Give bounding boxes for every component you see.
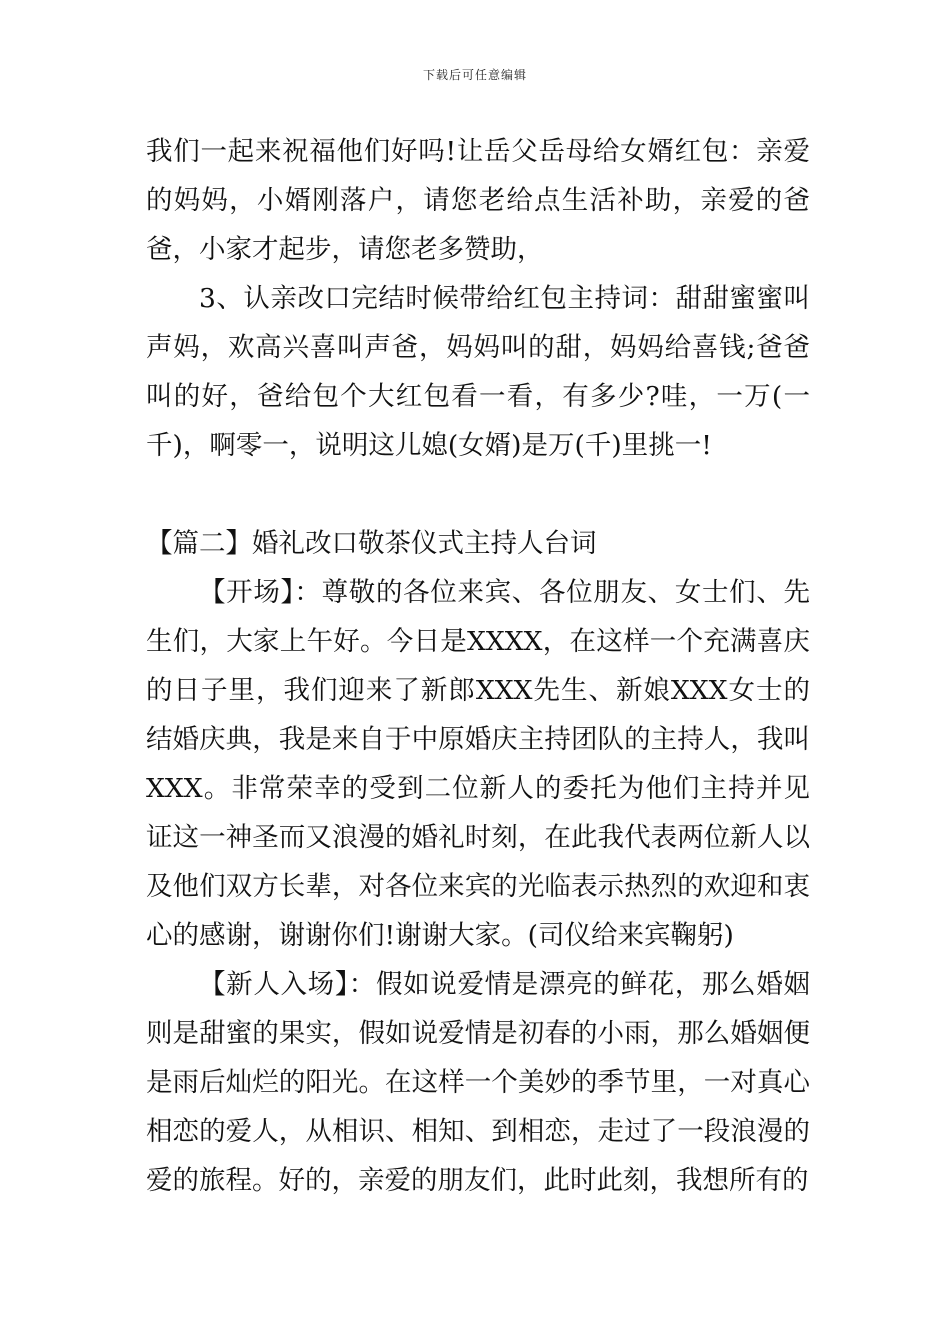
paragraph-recognition-ceremony: 3、认亲改口完结时候带给红包主持词：甜甜蜜蜜叫声妈，欢高兴喜叫声爸，妈妈叫的甜，妈妈给喜钱;爸爸叫的好，爸给包个大红包看一看，有多少?哇，一万(一千)，啊零一，说明这儿媳(女婿)是万(千)里挑一! bbox=[146, 283, 810, 461]
paragraph-couple-entrance: 【新人入场】：假如说爱情是漂亮的鲜花，那么婚姻则是甜蜜的果实，假如说爱情是初春的小雨，那么婚姻便是雨后灿烂的阳光。在这样一个美妙的季节里，一对真心相恋的爱人，从相识、相知、到相恋，走过了一段浪漫的爱的旅程。好的，亲爱的朋友们，此时此刻，我想所有的 bbox=[146, 969, 810, 1196]
document-body bbox=[146, 127, 810, 1205]
paragraph-blessing: 我们一起来祝福他们好吗!让岳父岳母给女婿红包：亲爱的妈妈，小婿刚落户，请您老给点生活补助，亲爱的爸爸，小家才起步，请您老多赞助， bbox=[146, 136, 810, 265]
page-header: 下载后可任意编辑 bbox=[422, 68, 527, 82]
paragraph-opening: 【开场】：尊敬的各位来宾、各位朋友、女士们、先生们，大家上午好。今日是XXXX，在这样一个充满喜庆的日子里，我们迎来了新郎XXX先生、新娘XXX女士的结婚庆典，我是来自于中原婚庆主持团队的主持人，我叫XXX。非常荣幸的受到二位新人的委托为他们主持并见证这一神圣而又浪漫的婚礼时刻，在此我代表两位新人以及他们双方长辈，对各位来宾的光临表示热烈的欢迎和衷心的感谢，谢谢你们!谢谢大家。(司仪给来宾鞠躬) bbox=[146, 577, 810, 951]
section-title: 【篇二】婚礼改口敬茶仪式主持人台词 bbox=[146, 528, 597, 559]
